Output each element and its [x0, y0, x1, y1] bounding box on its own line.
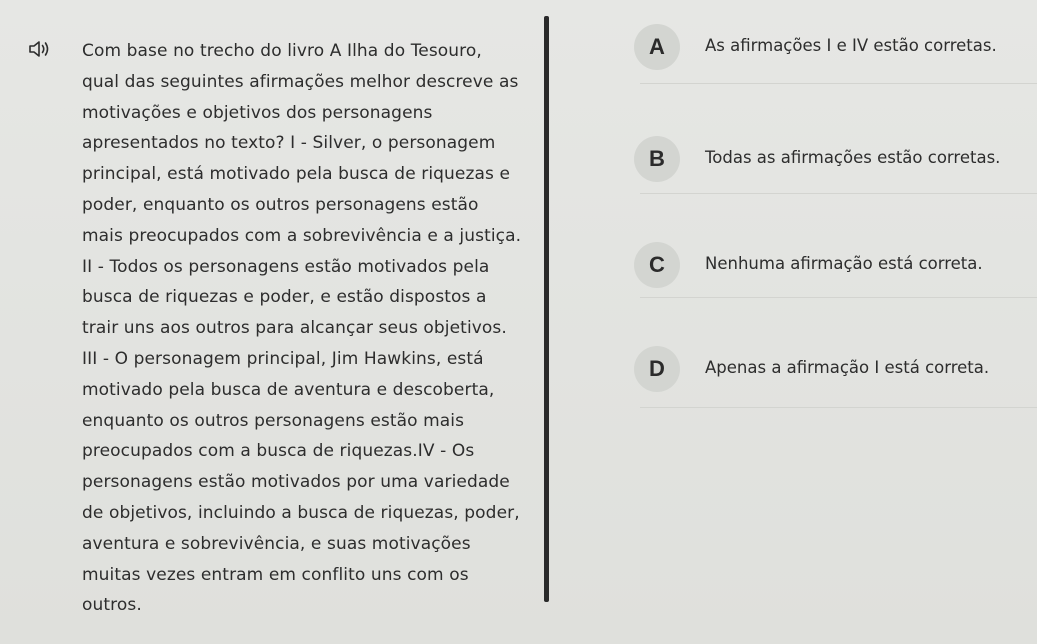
option-divider	[640, 83, 1037, 84]
option-b-letter: B	[634, 136, 680, 182]
option-a-text: As afirmações I e IV estão corretas.	[705, 36, 997, 55]
option-c[interactable]	[560, 216, 1037, 320]
option-a-letter: A	[634, 24, 680, 70]
option-d-letter: D	[634, 346, 680, 392]
option-d-text: Apenas a afirmação I está correta.	[705, 358, 990, 377]
option-d[interactable]	[560, 320, 1037, 424]
question-text: Com base no trecho do livro A Ilha do Tesouro, qual das seguintes afirmações melhor descreve as motivações e objetivos dos personagens apresentados no texto? I - Silver, o personagem principal, está motivado pela busca de riquezas e poder, enquanto os outros personagens estão mais preocupados com a sobrevivência e a justiça. II - Todos os personagens estão motivados pela busca de riquezas e poder, e estão dispostos a trair uns aos outros para alcançar seus objetivos. III - O personagem principal, Jim Hawkins, está motivado pela busca de aventura e descoberta, enquanto os outros personagens estão mais preocupados com a busca de riquezas.IV - Os personagens estão motivados por uma variedade de objetivos, incluindo a busca de riquezas, poder, aventura e sobrevivência, e suas motivações muitas vezes entram em conflito uns com os outros.	[82, 41, 522, 616]
option-c-letter: C	[634, 242, 680, 288]
question-panel	[20, 28, 545, 618]
option-divider	[640, 297, 1037, 298]
answer-options	[560, 0, 1037, 644]
option-divider	[640, 193, 1037, 194]
option-b[interactable]	[560, 104, 1037, 208]
option-divider	[640, 407, 1037, 408]
option-b-text: Todas as afirmações estão corretas.	[705, 148, 1001, 167]
option-c-text: Nenhuma afirmação está correta.	[705, 254, 983, 273]
option-a[interactable]	[560, 0, 1037, 104]
speaker-icon	[27, 38, 53, 60]
scroll-indicator[interactable]	[544, 16, 549, 602]
read-aloud-button[interactable]	[26, 36, 54, 62]
